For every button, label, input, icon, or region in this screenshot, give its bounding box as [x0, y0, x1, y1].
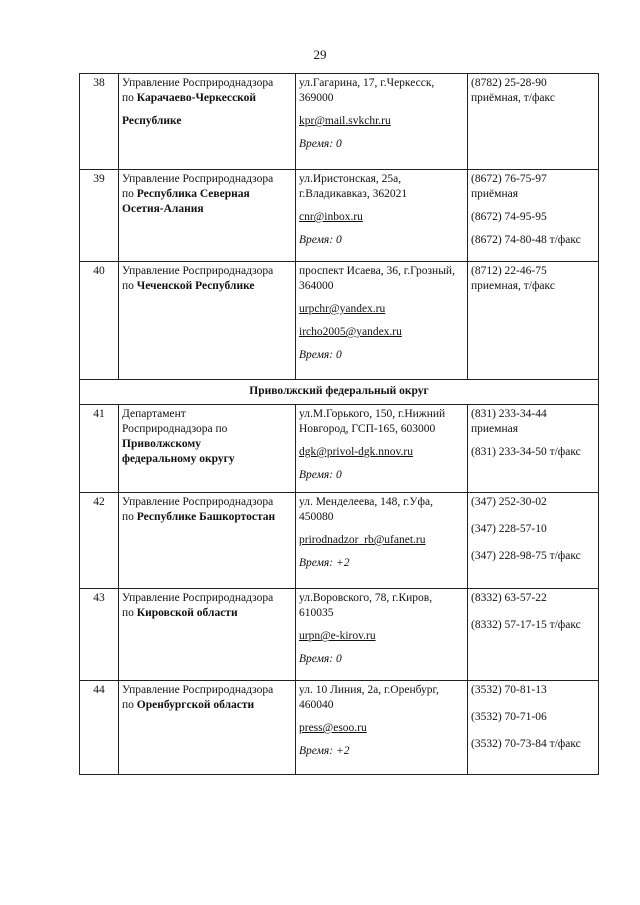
time-offset: Время: 0 [299, 234, 342, 246]
org-name-line: Управление Росприроднадзора [122, 684, 274, 696]
address: проспект Исаева, 36, г.Грозный, 364000 [299, 265, 455, 292]
phone-cell [468, 589, 599, 681]
time-offset: Время: 0 [299, 469, 342, 481]
phone-fax: (347) 228-98-75 т/факс [471, 550, 581, 562]
org-cell [119, 405, 296, 493]
contacts-table [79, 73, 599, 775]
phone-cell [468, 681, 599, 775]
time-offset: Время: 0 [299, 138, 342, 150]
address: ул.М.Горького, 150, г.Нижний Новгород, ГСП-165, 603000 [299, 408, 446, 435]
address: ул. Менделеева, 148, г.Уфа, 450080 [299, 496, 433, 523]
org-region-line: по Чеченской Республике [122, 280, 255, 292]
table-row [80, 262, 599, 380]
email-link[interactable]: press@esoo.ru [299, 722, 367, 734]
time-offset: Время: +2 [299, 745, 350, 757]
org-region-line: по Республике Башкортостан [122, 511, 276, 523]
row-number: 40 [80, 262, 119, 380]
org-region-cont: Республике [122, 115, 182, 127]
phone: (8782) 25-28-90 [471, 77, 547, 89]
phone-note: приемная, т/факс [471, 280, 555, 292]
table-row [80, 681, 599, 775]
org-region-cont: федеральному округу [122, 453, 235, 465]
address-cell [296, 589, 468, 681]
table-row [80, 74, 599, 170]
row-number: 42 [80, 493, 119, 589]
phone: (3532) 70-71-06 [471, 711, 547, 723]
section-title: Приволжский федеральный округ [80, 380, 599, 405]
row-number: 43 [80, 589, 119, 681]
org-region: Республика Северная [136, 188, 250, 200]
phone-fax: (831) 233-34-50 т/факс [471, 446, 581, 458]
row-number: 38 [80, 74, 119, 170]
address-cell [296, 74, 468, 170]
org-region: Кировской области [136, 607, 238, 619]
address-cell [296, 405, 468, 493]
org-name-line: Управление Росприроднадзора [122, 173, 274, 185]
row-number: 44 [80, 681, 119, 775]
address: ул.Воровского, 78, г.Киров, 610035 [299, 592, 433, 619]
phone-cell [468, 405, 599, 493]
row-number: 39 [80, 170, 119, 262]
address: ул.Гагарина, 17, г.Черкесск, 369000 [299, 77, 435, 104]
page-number: 29 [313, 47, 327, 62]
address-cell [296, 493, 468, 589]
email-link[interactable]: prirodnadzor_rb@ufanet.ru [299, 534, 426, 546]
phone-cell [468, 170, 599, 262]
org-name-line: Управление Росприроднадзора [122, 265, 274, 277]
phone-fax: (3532) 70-73-84 т/факс [471, 738, 581, 750]
phone: (8672) 76-75-97 [471, 173, 547, 185]
org-region-line: по Карачаево-Черкесской [122, 92, 257, 104]
org-cell [119, 74, 296, 170]
table-row [80, 493, 599, 589]
org-cell [119, 681, 296, 775]
org-name-line: Департамент [122, 408, 186, 420]
org-region: Оренбургской области [136, 699, 255, 711]
email-link[interactable]: cnr@inbox.ru [299, 211, 363, 223]
phone-note: приёмная, т/факс [471, 92, 555, 104]
address: ул. 10 Линия, 2а, г.Оренбург, 460040 [299, 684, 439, 711]
table-row [80, 170, 599, 262]
phone-fax: (8672) 74-80-48 т/факс [471, 234, 581, 246]
org-cell [119, 493, 296, 589]
table-row [80, 405, 599, 493]
org-region-line: по Республика Северная [122, 188, 250, 200]
org-region-line: по Кировской области [122, 607, 238, 619]
phone-note: приёмная [471, 188, 518, 200]
time-offset: Время: +2 [299, 557, 350, 569]
email-link[interactable]: urpn@e-kirov.ru [299, 630, 376, 642]
row-number: 41 [80, 405, 119, 493]
phone: (831) 233-34-44 [471, 408, 547, 420]
phone: (8332) 63-57-22 [471, 592, 547, 604]
phone-fax: (8332) 57-17-15 т/факс [471, 619, 581, 631]
email-link[interactable]: urpchr@yandex.ru [299, 303, 386, 315]
phone-cell [468, 493, 599, 589]
address-cell [296, 681, 468, 775]
email-link[interactable]: kpr@mail.svkchr.ru [299, 115, 391, 127]
org-name-line: Управление Росприроднадзора [122, 496, 274, 508]
org-cell [119, 262, 296, 380]
org-cell [119, 170, 296, 262]
address-cell [296, 262, 468, 380]
org-cell [119, 589, 296, 681]
phone: (347) 252-30-02 [471, 496, 547, 508]
phone: (8712) 22-46-75 [471, 265, 547, 277]
org-region: Республике Башкортостан [136, 511, 276, 523]
phone: (347) 228-57-10 [471, 523, 547, 535]
org-name-line-2: Росприроднадзора по [122, 423, 228, 435]
email-link-2[interactable]: ircho2005@yandex.ru [299, 326, 402, 338]
address: ул.Иристонская, 25а, г.Владикавказ, 362021 [299, 173, 408, 200]
org-region-cont: Осетия-Алания [122, 203, 204, 215]
org-region: Чеченской Республике [136, 280, 255, 292]
org-name-line: Управление Росприроднадзора [122, 77, 274, 89]
time-offset: Время: 0 [299, 653, 342, 665]
org-region: Карачаево-Черкесской [136, 92, 257, 104]
phone-cell [468, 74, 599, 170]
phone-note: приемная [471, 423, 518, 435]
phone-cell [468, 262, 599, 380]
time-offset: Время: 0 [299, 349, 342, 361]
table-row [80, 589, 599, 681]
org-region: Приволжскому [122, 438, 201, 450]
section-row [80, 380, 599, 405]
address-cell [296, 170, 468, 262]
email-link[interactable]: dgk@privol-dgk.nnov.ru [299, 446, 413, 458]
contacts-table-wrapper [79, 73, 598, 775]
org-region-line: по Оренбургской области [122, 699, 255, 711]
phone: (3532) 70-81-13 [471, 684, 547, 696]
org-name-line: Управление Росприроднадзора [122, 592, 274, 604]
phone: (8672) 74-95-95 [471, 211, 547, 223]
